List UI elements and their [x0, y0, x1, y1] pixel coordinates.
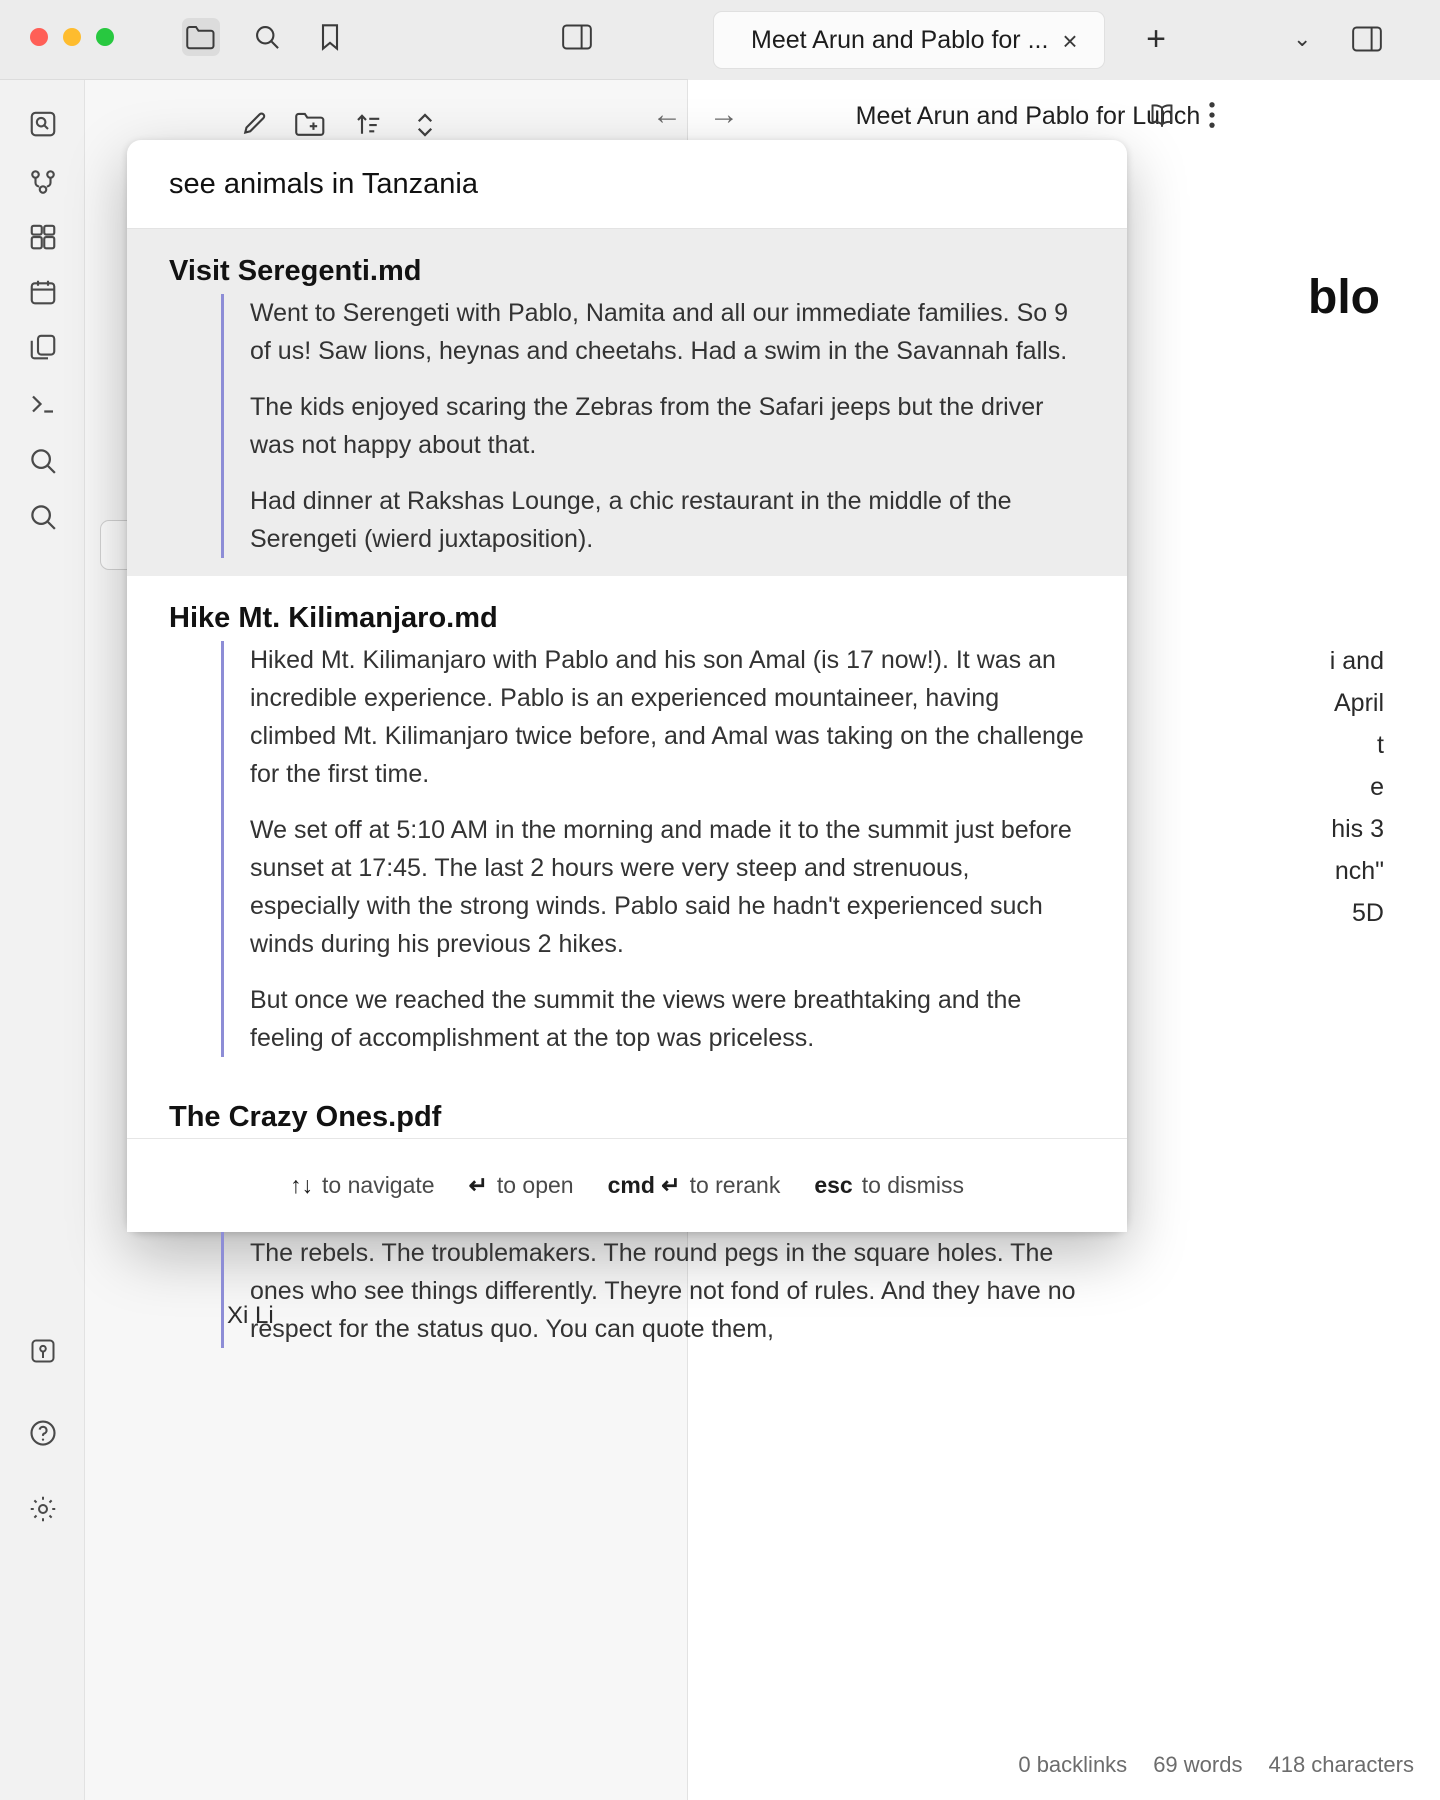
document-line: his 3 [1331, 815, 1384, 843]
document-title: Meet Arun and Pablo for Lunch [855, 102, 1201, 130]
result-snippet [221, 641, 1085, 1057]
hint-label: to open [496, 1172, 574, 1198]
forward-button[interactable]: → [709, 98, 739, 131]
back-button[interactable]: ← [652, 98, 682, 131]
hint-key: cmd ↵ [607, 1172, 681, 1198]
search-result-item[interactable] [127, 229, 1127, 576]
modal-footer-hints [127, 1138, 1127, 1232]
title-bar [0, 0, 1440, 80]
close-icon[interactable]: × [1062, 26, 1078, 56]
bookmark-icon[interactable] [311, 18, 349, 56]
tab-label: Meet Arun and Pablo for ... [751, 25, 1049, 54]
hint-label: to dismiss [861, 1172, 964, 1198]
dashboard-icon[interactable] [24, 218, 62, 256]
status-bar [1018, 1752, 1414, 1778]
folder-icon[interactable] [182, 18, 220, 56]
close-window-button[interactable] [30, 28, 48, 46]
document-line: e [1370, 773, 1384, 801]
document-line: 5D [1352, 899, 1384, 927]
hint-key: ↵ [468, 1172, 488, 1198]
new-folder-icon[interactable] [292, 106, 330, 144]
hint-dismiss [814, 1172, 964, 1199]
collapse-expand-icon[interactable] [406, 106, 444, 144]
character-count: 418 characters [1268, 1752, 1414, 1777]
new-note-icon[interactable] [235, 106, 273, 144]
search-alt-icon[interactable] [24, 498, 62, 536]
hint-open [469, 1172, 574, 1199]
tab-strip [688, 0, 1440, 80]
result-title: Visit Seregenti.md [169, 255, 422, 287]
file-search-icon[interactable] [24, 105, 62, 143]
more-options-icon[interactable] [1193, 96, 1231, 134]
graph-icon[interactable] [24, 163, 62, 201]
result-snippet [221, 294, 1085, 558]
word-count: 69 words [1153, 1752, 1243, 1777]
copy-files-icon[interactable] [24, 328, 62, 366]
pin-icon[interactable] [24, 1332, 62, 1370]
new-tab-button[interactable]: + [1146, 20, 1166, 58]
snippet-paragraph: The rebels. The troublemakers. The round pegs in the square holes. The ones who see things differently. Theyre not fond of rules. And they have no respect for the status quo. You can quote them, [250, 1239, 1076, 1343]
snippet-paragraph: We set off at 5:10 AM in the morning and made it to the summit just before sunset at 17:45. The last 2 hours were very steep and strenuous, especially with the strong winds. Pablo said he hadn't experienced such winds during his previous 2 hikes. [250, 816, 1072, 958]
search-result-item[interactable] [127, 576, 1127, 1075]
tab-meet-arun-and-pablo[interactable] [713, 11, 1105, 69]
settings-icon[interactable] [24, 1490, 62, 1528]
zoom-window-button[interactable] [96, 28, 114, 46]
document-heading: blo [1308, 271, 1380, 324]
document-line: i and [1329, 647, 1384, 675]
backlinks-count: 0 backlinks [1018, 1752, 1128, 1777]
result-title: Hike Mt. Kilimanjaro.md [169, 602, 498, 634]
hint-key: ↑↓ [290, 1172, 314, 1198]
hint-label: to navigate [322, 1172, 435, 1198]
document-line: t [1377, 731, 1384, 759]
hint-navigate [290, 1172, 435, 1199]
hint-rerank [608, 1172, 781, 1199]
search-icon[interactable] [248, 18, 286, 56]
snippet-paragraph: Had dinner at Rakshas Lounge, a chic restaurant in the middle of the Serengeti (wierd juxtaposition). [250, 487, 1012, 553]
terminal-icon[interactable] [24, 385, 62, 423]
reading-view-icon[interactable] [1143, 96, 1181, 134]
snippet-paragraph: The kids enjoyed scaring the Zebras from the Safari jeeps but the driver was not happy about that. [250, 393, 1044, 459]
document-line: nch" [1334, 857, 1384, 885]
window-controls [30, 28, 114, 46]
search-icon[interactable] [24, 442, 62, 480]
snippet-paragraph: Went to Serengeti with Pablo, Namita and all our immediate families. So 9 of us! Saw lions, heynas and cheetahs. Had a swim in the Savannah falls. [250, 299, 1068, 365]
chevron-down-icon[interactable]: ⌄ [1293, 26, 1312, 51]
search-input[interactable] [127, 140, 1127, 228]
sort-icon[interactable] [349, 106, 387, 144]
activity-rail [0, 80, 85, 1800]
calendar-icon[interactable] [24, 273, 62, 311]
hint-key: esc [814, 1172, 853, 1198]
hint-label: to rerank [689, 1172, 781, 1198]
help-icon[interactable] [24, 1414, 62, 1452]
minimize-window-button[interactable] [63, 28, 81, 46]
result-title: The Crazy Ones.pdf [169, 1101, 442, 1133]
snippet-paragraph: But once we reached the summit the views were breathtaking and the feeling of accomplishment at the top was priceless. [250, 986, 1022, 1052]
sidebar-right-icon[interactable] [558, 18, 596, 56]
snippet-paragraph: Hiked Mt. Kilimanjaro with Pablo and his son Amal (is 17 now!). It was an incredible experience. Pablo is an experienced mountaineer, having climbed Mt. Kilimanjaro twice before, and Amal was taking on the challenge for the first time. [250, 646, 1084, 788]
file-list-label: Xi Li [227, 1302, 274, 1329]
document-line: April [1333, 689, 1384, 717]
right-sidebar-icon[interactable] [1348, 20, 1386, 58]
